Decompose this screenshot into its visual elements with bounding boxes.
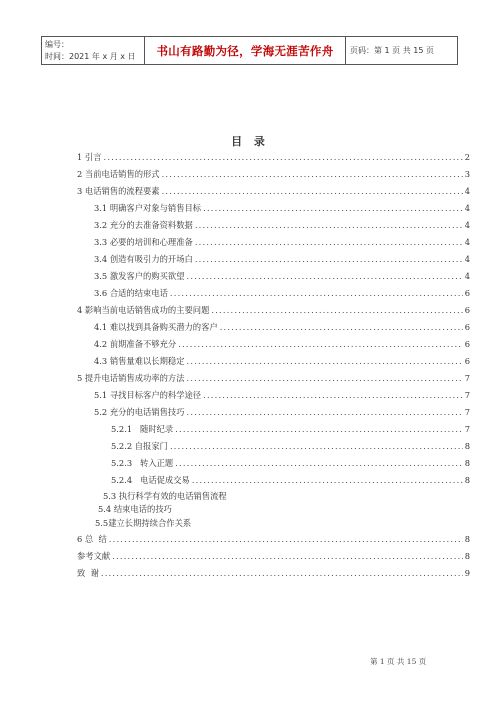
toc-entry-label: 3.3 必要的培训和心理准备 xyxy=(94,237,193,247)
toc-entry-label: 4.1 难以找到具备购买潜力的客户 xyxy=(94,322,218,332)
toc-entry[interactable] xyxy=(77,550,470,563)
toc-entry-page: 4 xyxy=(464,254,470,264)
toc-entry-label: 3.6 合适的结束电话 xyxy=(94,288,168,298)
toc-title: 目 录 xyxy=(231,135,269,148)
toc-entry-page: 6 xyxy=(464,322,470,332)
toc-entry-label: 3.5 激发客户的购买欲望 xyxy=(94,271,185,281)
toc-entry[interactable] xyxy=(94,202,470,215)
toc-entry-page: 6 xyxy=(464,356,470,366)
toc-entry[interactable] xyxy=(77,151,470,164)
toc-entry-page: 4 xyxy=(464,203,470,213)
toc-entry-label: 4.3 销售量难以长期稳定 xyxy=(94,356,185,366)
toc-entry-label: 2 当前电话销售的形式 xyxy=(77,169,160,179)
toc-entry-label: 4 影响当前电话销售成功的主要问题 xyxy=(77,305,210,315)
toc-entry-label: 1 引言 xyxy=(77,152,102,162)
toc-entry-page: 7 xyxy=(464,424,470,434)
toc-entry[interactable] xyxy=(77,168,470,181)
toc-entry-label: 5.2.3 转入正题 xyxy=(111,458,174,468)
toc-entry-label: 致 谢 xyxy=(77,568,99,578)
toc-entry-page: 4 xyxy=(464,237,470,247)
toc-entry-label: 参考文献 xyxy=(77,551,111,561)
toc-entry-label: 5.2.4 电话促成交易 xyxy=(111,475,190,485)
toc-entry-label: 5.2.1 随时纪录 xyxy=(111,424,174,434)
toc-entry[interactable] xyxy=(94,270,470,283)
toc-entry-label[interactable]: 5.4 结束电话的技巧 xyxy=(98,504,172,514)
toc-entry-page: 4 xyxy=(464,220,470,230)
toc-entry-page: 6 xyxy=(464,305,470,315)
header-table xyxy=(41,36,458,65)
toc-entry-page: 9 xyxy=(464,568,470,578)
toc-entry[interactable] xyxy=(94,236,470,249)
toc-entry-page: 4 xyxy=(464,186,470,196)
toc-entry[interactable] xyxy=(111,474,470,487)
toc-entry-page: 8 xyxy=(464,534,470,544)
toc-entry[interactable] xyxy=(94,287,470,300)
toc-entry-page: 3 xyxy=(464,169,470,179)
toc-entry-page: 7 xyxy=(464,407,470,417)
toc-entry-page: 8 xyxy=(464,458,470,468)
toc-entry-label: 3 电话销售的流程要素 xyxy=(77,186,160,196)
toc-entry[interactable] xyxy=(94,321,470,334)
toc-entry[interactable] xyxy=(77,567,470,580)
toc-entry[interactable] xyxy=(77,304,470,317)
toc-entry-page: 8 xyxy=(464,475,470,485)
toc-entry[interactable] xyxy=(77,533,470,546)
toc-entry[interactable] xyxy=(94,355,470,368)
toc-entry-label: 4.2 前期准备不够充分 xyxy=(94,339,177,349)
toc-entry-label: 3.1 明确客户对象与销售目标 xyxy=(94,203,202,213)
toc-entry-page: 4 xyxy=(464,271,470,281)
toc-entry-label[interactable]: 5.5建立长期持续合作关系 xyxy=(95,518,192,528)
toc-entry-page: 7 xyxy=(464,373,470,383)
page-footer: 第 1 页 共 15 页 xyxy=(370,657,427,666)
header-motto: 书山有路勤为径，学海无涯苦作舟 xyxy=(145,37,346,64)
toc-entry[interactable] xyxy=(111,440,470,453)
toc-entry-label: 5.1 寻找目标客户的科学途径 xyxy=(94,390,202,400)
toc-entry-page: 8 xyxy=(464,441,470,451)
header-page-info: 页码：第 1 页 共 15 页 xyxy=(350,46,434,55)
toc-entry[interactable] xyxy=(77,372,470,385)
toc-entry[interactable] xyxy=(94,406,470,419)
toc-entry-page: 8 xyxy=(464,551,470,561)
toc-entry-page: 6 xyxy=(464,339,470,349)
toc-entry[interactable] xyxy=(77,185,470,198)
toc-entry[interactable] xyxy=(111,457,470,470)
toc-entry-page: 6 xyxy=(464,288,470,298)
toc-entry-label: 3.2 充分的去准备资料数据 xyxy=(94,220,193,230)
toc-entry-label: 5.2.2 自报家门 xyxy=(111,441,168,451)
header-meta xyxy=(42,37,145,64)
toc-entry-page: 2 xyxy=(464,152,470,162)
toc-entry[interactable] xyxy=(94,338,470,351)
toc-entry-label: 5 提升电话销售成功率的方法 xyxy=(77,373,185,383)
toc-entry[interactable] xyxy=(111,423,470,436)
toc-entry[interactable] xyxy=(94,253,470,266)
toc-entry-label: 5.2 充分的电话销售技巧 xyxy=(94,407,185,417)
number-label: 编号： xyxy=(45,40,69,49)
toc-entry-label[interactable]: 5.3 执行科学有效的电话销售流程 xyxy=(103,491,227,501)
toc-entry[interactable] xyxy=(94,219,470,232)
toc-entry-page: 7 xyxy=(464,390,470,400)
time-label: 时间：2021 年 x 月 x 日 xyxy=(45,52,136,61)
toc-entry-label: 3.4 创造有吸引力的开场白 xyxy=(94,254,193,264)
toc-entry-label: 6 总 结 xyxy=(77,534,107,544)
toc-entry[interactable] xyxy=(94,389,470,402)
